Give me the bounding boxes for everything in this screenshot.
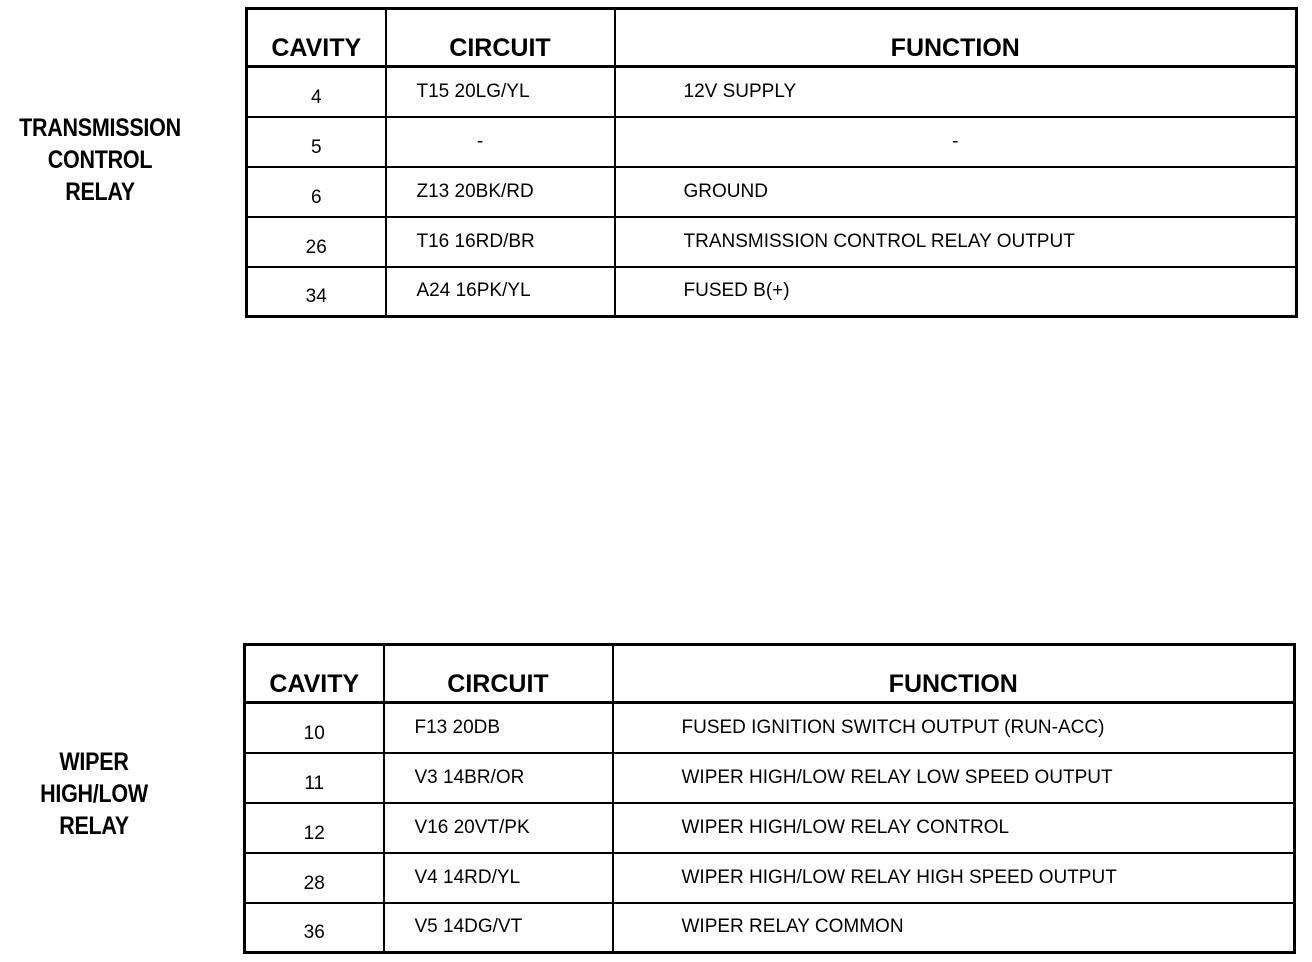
function-cell: FUSED IGNITION SWITCH OUTPUT (RUN-ACC) [613,703,1295,753]
cavity-cell: 28 [245,853,384,903]
circuit-cell: - [386,117,615,167]
circuit-cell: A24 16PK/YL [386,267,615,317]
circuit-cell: V4 14RD/YL [384,853,613,903]
circuit-cell: V16 20VT/PK [384,803,613,853]
table-row [245,753,1295,803]
cavity-cell: 26 [247,217,386,267]
table-row [247,67,1297,117]
function-cell: WIPER HIGH/LOW RELAY LOW SPEED OUTPUT [613,753,1295,803]
table-row [247,117,1297,167]
table-row [247,167,1297,217]
circuit-cell: T15 20LG/YL [386,67,615,117]
circuit-cell: V5 14DG/VT [384,903,613,953]
cavity-cell: 36 [245,903,384,953]
function-cell: WIPER RELAY COMMON [613,903,1295,953]
function-cell: GROUND [615,167,1297,217]
circuit-cell: F13 20DB [384,703,613,753]
circuit-header: CIRCUIT [386,9,615,67]
function-cell: TRANSMISSION CONTROL RELAY OUTPUT [615,217,1297,267]
relay-label-transmission [14,112,186,208]
cavity-cell: 12 [245,803,384,853]
relay-label-line: RELAY [59,812,129,840]
table-row [247,267,1297,317]
table-row [245,803,1295,853]
circuit-header: CIRCUIT [384,645,613,703]
cavity-cell: 6 [247,167,386,217]
function-cell: FUSED B(+) [615,267,1297,317]
function-cell: WIPER HIGH/LOW RELAY CONTROL [613,803,1295,853]
cavity-cell: 4 [247,67,386,117]
wiper-relay-table [243,643,1296,954]
circuit-cell: V3 14BR/OR [384,753,613,803]
relay-label-line: WIPER [59,748,129,776]
table-row [245,703,1295,753]
function-header: FUNCTION [615,9,1297,67]
function-header: FUNCTION [613,645,1295,703]
circuit-cell: T16 16RD/BR [386,217,615,267]
table-header-row [245,645,1295,703]
function-cell: 12V SUPPLY [615,67,1297,117]
function-cell: WIPER HIGH/LOW RELAY HIGH SPEED OUTPUT [613,853,1295,903]
circuit-cell: Z13 20BK/RD [386,167,615,217]
table-header-row [247,9,1297,67]
cavity-cell: 5 [247,117,386,167]
transmission-relay-table [245,7,1298,318]
cavity-header: CAVITY [245,645,384,703]
table-row [245,903,1295,953]
cavity-cell: 11 [245,753,384,803]
cavity-header: CAVITY [247,9,386,67]
cavity-cell: 34 [247,267,386,317]
table-row [247,217,1297,267]
relay-label-line: TRANSMISSION [19,114,181,142]
relay-label-line: RELAY [65,178,135,206]
function-cell: - [615,117,1297,167]
table-row [245,853,1295,903]
relay-label-line: HIGH/LOW [40,780,148,808]
relay-label-line: CONTROL [47,146,153,174]
cavity-cell: 10 [245,703,384,753]
relay-label-wiper [8,746,180,842]
